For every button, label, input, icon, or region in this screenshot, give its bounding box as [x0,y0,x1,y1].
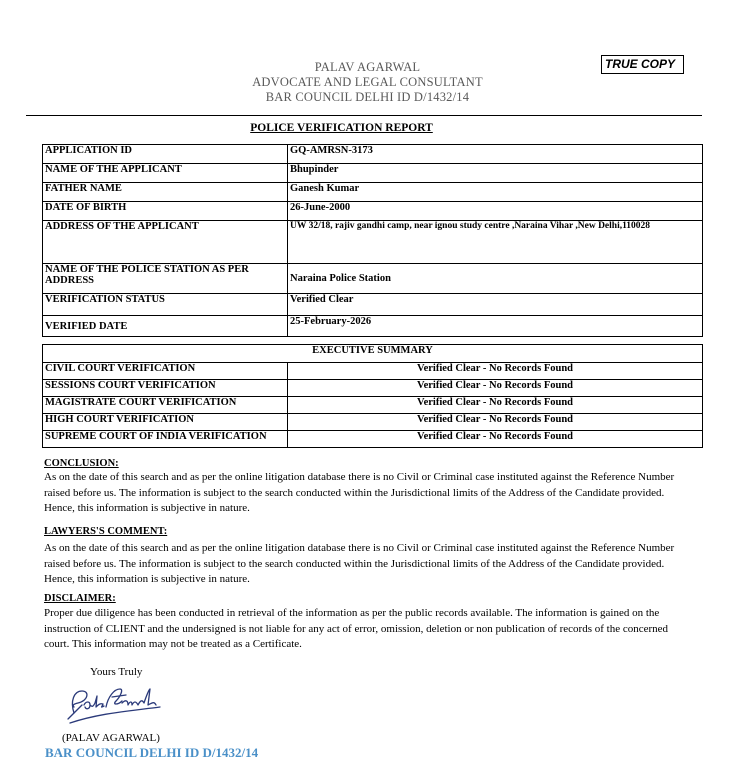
detail-value: Bhupinder [288,164,703,183]
conclusion-text: As on the date of this search and as per the online litigation database there is no Civil or Criminal case instituted against the Reference Number raised before us. The information is subject to the search conducted within the Jurisdictional limits of the Address of the Candidate provided. Hence, this information is subjective in nature. [44,471,675,514]
table-row [43,316,703,337]
bar-council-id: BAR COUNCIL DELHI ID D/1432/14 [265,90,470,104]
summary-value: Verified Clear - No Records Found [288,397,703,414]
detail-value: UW 32/18, rajiv gandhi camp, near ignou study centre ,Naraina Vihar ,New Delhi,110028 [288,221,703,264]
detail-label: NAME OF THE APPLICANT [43,164,288,183]
signature-image [60,683,170,727]
detail-label: VERIFIED DATE [43,316,288,337]
detail-value: Naraina Police Station [288,264,703,294]
summary-label: HIGH COURT VERIFICATION [43,414,288,431]
detail-label: DATE OF BIRTH [43,202,288,221]
table-row [43,294,703,316]
summary-title: EXECUTIVE SUMMARY [43,345,703,363]
detail-label: VERIFICATION STATUS [43,294,288,316]
advocate-title: ADVOCATE AND LEGAL CONSULTANT [252,75,483,89]
detail-value: GQ-AMRSN-3173 [288,145,703,164]
detail-label: ADDRESS OF THE APPLICANT [43,221,288,264]
table-row [43,414,703,431]
summary-value: Verified Clear - No Records Found [288,363,703,380]
table-row [43,363,703,380]
summary-label: MAGISTRATE COURT VERIFICATION [43,397,288,414]
summary-value: Verified Clear - No Records Found [288,414,703,431]
lawyers-comment-text: As on the date of this search and as per the online litigation database there is no Civil or Criminal case instituted against the Reference Number raised before us. The information is subject to the search conducted within the Jurisdictional limits of the Address of the Candidate provided. Hence, this information is subjective in nature. [44,542,675,585]
detail-label: NAME OF THE POLICE STATION AS PER ADDRESS [43,264,288,294]
detail-value: 26-June-2000 [288,202,703,221]
summary-value: Verified Clear - No Records Found [288,431,703,448]
lawyers-comment-heading: LAWYERS'S COMMENT: [44,526,168,537]
disclaimer-heading: DISCLAIMER: [44,593,116,604]
detail-label: APPLICATION ID [43,145,288,164]
details-table [42,144,703,337]
table-row [43,202,703,221]
detail-value: Ganesh Kumar [288,183,703,202]
table-row [43,221,703,264]
advocate-name: PALAV AGARWAL [314,60,421,74]
signatory-bar-id: BAR COUNCIL DELHI ID D/1432/14 [45,745,259,760]
summary-label: CIVIL COURT VERIFICATION [43,363,288,380]
summary-label: SUPREME COURT OF INDIA VERIFICATION [43,431,288,448]
detail-value: 25-February-2026 [288,316,703,337]
table-row [43,345,703,363]
conclusion-heading: CONCLUSION: [44,458,119,469]
true-copy-stamp: TRUE COPY [601,55,684,74]
detail-value: Verified Clear [288,294,703,316]
table-row [43,264,703,294]
summary-label: SESSIONS COURT VERIFICATION [43,380,288,397]
report-title: POLICE VERIFICATION REPORT [250,122,433,134]
summary-value: Verified Clear - No Records Found [288,380,703,397]
table-row [43,397,703,414]
signatory-name: (PALAV AGARWAL) [62,732,160,744]
table-row [43,431,703,448]
executive-summary-table [42,344,703,448]
closing-salutation: Yours Truly [90,666,143,678]
table-row [43,380,703,397]
table-row [43,183,703,202]
disclaimer-text: Proper due diligence has been conducted in retrieval of the information as per the public records available. The information is gained on the instruction of CLIENT and the undersigned is not liable for any act of error, omission, deletion or non publication of records of the concerned court. This information may not be treated as a Certificate. [44,607,669,650]
table-row [43,145,703,164]
table-row [43,164,703,183]
header-divider [26,115,702,116]
detail-label: FATHER NAME [43,183,288,202]
